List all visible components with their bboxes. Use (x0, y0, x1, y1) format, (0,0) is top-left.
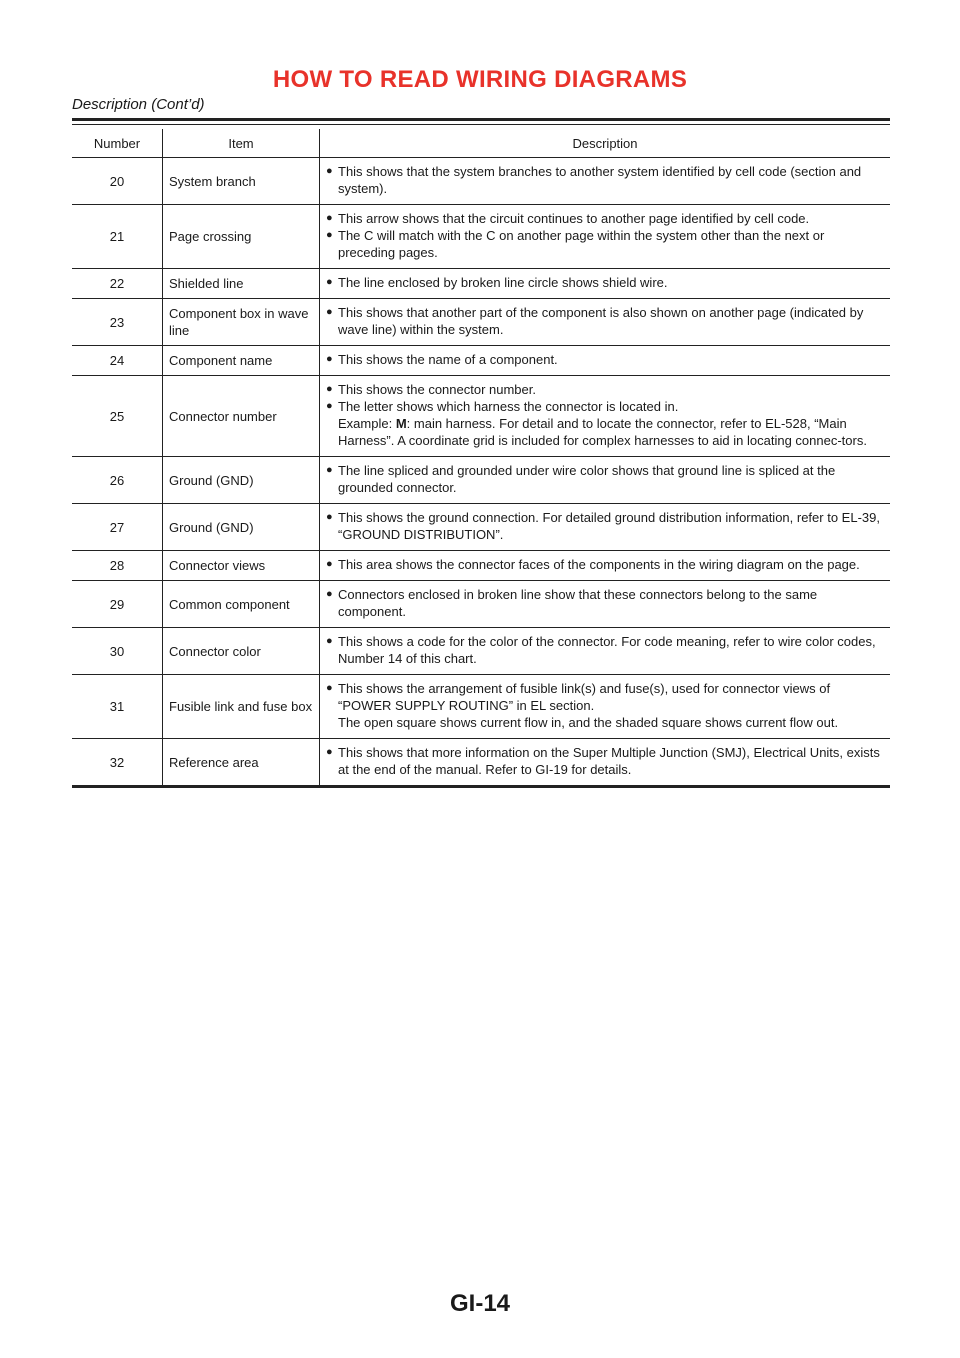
row-description (320, 581, 891, 628)
bullet-icon: ● (326, 464, 333, 476)
bullet-text: The line enclosed by broken line circle shows shield wire. (338, 275, 668, 290)
row-item: Page crossing (163, 205, 320, 269)
table-row (72, 675, 890, 739)
example-text (326, 415, 884, 449)
row-item: Reference area (163, 739, 320, 787)
row-item: Component name (163, 346, 320, 376)
bullet-icon: ● (326, 353, 333, 365)
bullet-icon: ● (326, 558, 333, 570)
column-header-description: Description (320, 129, 891, 158)
column-header-number: Number (72, 129, 163, 158)
bullet-icon: ● (326, 383, 333, 395)
row-description (320, 504, 891, 551)
row-number: 32 (72, 739, 163, 787)
bullet-item (326, 680, 884, 714)
row-number: 22 (72, 269, 163, 299)
bullet-icon: ● (326, 229, 333, 241)
row-description (320, 269, 891, 299)
bullet-item (326, 633, 884, 667)
table-row (72, 581, 890, 628)
row-description (320, 299, 891, 346)
bullet-item (326, 304, 884, 338)
bullet-text: This shows that another part of the component is also shown on another page (indicated by wave line) within the system. (338, 305, 864, 337)
row-description (320, 675, 891, 739)
row-description (320, 551, 891, 581)
row-item: Shielded line (163, 269, 320, 299)
table-row (72, 205, 890, 269)
row-number: 30 (72, 628, 163, 675)
row-number: 31 (72, 675, 163, 739)
bullet-text: This shows the ground connection. For detailed ground distribution information, refer to EL-39, “GROUND DISTRIBUTION”. (338, 510, 880, 542)
row-description (320, 376, 891, 457)
bullet-icon: ● (326, 635, 333, 647)
table-row (72, 457, 890, 504)
page-number: GI-14 (449, 1290, 511, 1317)
row-item: Ground (GND) (163, 504, 320, 551)
row-number: 23 (72, 299, 163, 346)
bullet-text: The line spliced and grounded under wire color shows that ground line is spliced at the grounded connector. (338, 463, 836, 495)
row-number: 29 (72, 581, 163, 628)
table-row (72, 299, 890, 346)
row-number: 20 (72, 158, 163, 205)
bullet-text: Connectors enclosed in broken line show that these connectors belong to the same component. (338, 587, 818, 619)
bullet-text: This area shows the connector faces of the components in the wiring diagram on the page. (338, 557, 860, 572)
row-item: Component box in wave line (163, 299, 320, 346)
row-description (320, 628, 891, 675)
table-row (72, 346, 890, 376)
bullet-text: This shows a code for the color of the connector. For code meaning, refer to wire color codes, Number 14 of this chart. (338, 634, 876, 666)
bullet-icon: ● (326, 165, 333, 177)
table-header-row (72, 129, 890, 158)
page-title: HOW TO READ WIRING DIAGRAMS (272, 66, 688, 93)
column-header-item: Item (163, 129, 320, 158)
bullet-item (326, 351, 884, 368)
bullet-text: The C will match with the C on another page within the system other than the next or preceding pages. (338, 228, 825, 260)
row-item: Fusible link and fuse box (163, 675, 320, 739)
bullet-text: This shows the arrangement of fusible link(s) and fuse(s), used for connector views of “POWER SUPPLY ROUTING” in EL section. (338, 681, 831, 713)
table-row (72, 739, 890, 787)
bullet-item (326, 227, 884, 261)
row-item: Ground (GND) (163, 457, 320, 504)
row-description (320, 205, 891, 269)
row-description (320, 346, 891, 376)
example-body: : main harness. For detail and to locate the connector, refer to EL-528, “Main Harness”. A coordinate grid is included for complex harnesses to aid in locating connec-tors. (338, 416, 867, 448)
bullet-text: This arrow shows that the circuit continues to another page identified by cell code. (338, 211, 810, 226)
bullet-text: The letter shows which harness the connector is located in. (338, 399, 679, 414)
row-description (320, 457, 891, 504)
top-rule (72, 118, 890, 121)
row-item: Common component (163, 581, 320, 628)
bullet-item (326, 556, 884, 573)
row-number: 21 (72, 205, 163, 269)
row-number: 25 (72, 376, 163, 457)
row-item: Connector views (163, 551, 320, 581)
table-row (72, 158, 890, 205)
row-description (320, 739, 891, 787)
row-item: System branch (163, 158, 320, 205)
row-description (320, 158, 891, 205)
table-row (72, 504, 890, 551)
bullet-icon: ● (326, 746, 333, 758)
top-rule-thin (72, 124, 890, 125)
bullet-text: This shows the name of a component. (338, 352, 558, 367)
bullet-item (326, 509, 884, 543)
bullet-item (326, 163, 884, 197)
bullet-item (326, 381, 884, 398)
bullet-item (326, 274, 884, 291)
bullet-icon: ● (326, 682, 333, 694)
bullet-item (326, 398, 884, 415)
row-item: Connector color (163, 628, 320, 675)
bullet-icon: ● (326, 511, 333, 523)
row-number: 24 (72, 346, 163, 376)
row-number: 28 (72, 551, 163, 581)
bullet-item (326, 744, 884, 778)
bullet-text: This shows the connector number. (338, 382, 536, 397)
bullet-text: This shows that more information on the Super Multiple Junction (SMJ), Electrical Units, exists at the end of the manual. Refer to GI-19 for details. (338, 745, 880, 777)
table-row (72, 376, 890, 457)
description-table (72, 129, 890, 788)
bullet-item (326, 586, 884, 620)
example-harness-letter: M (395, 416, 407, 431)
example-prefix: Example: (338, 416, 396, 431)
bullet-icon: ● (326, 212, 333, 224)
bullet-text: This shows that the system branches to another system identified by cell code (section and system). (338, 164, 862, 196)
bullet-item (326, 210, 884, 227)
section-subtitle: Description (Cont’d) (72, 96, 205, 113)
bullet-item (326, 462, 884, 496)
bullet-icon: ● (326, 306, 333, 318)
row-item: Connector number (163, 376, 320, 457)
bullet-icon: ● (326, 588, 333, 600)
table-row (72, 269, 890, 299)
row-number: 27 (72, 504, 163, 551)
continuation-text: The open square shows current flow in, and the shaded square shows current flow out. (338, 715, 839, 730)
bullet-icon: ● (326, 400, 333, 412)
row-number: 26 (72, 457, 163, 504)
table-body (72, 158, 890, 787)
table-row (72, 628, 890, 675)
table-row (72, 551, 890, 581)
bullet-icon: ● (326, 276, 333, 288)
